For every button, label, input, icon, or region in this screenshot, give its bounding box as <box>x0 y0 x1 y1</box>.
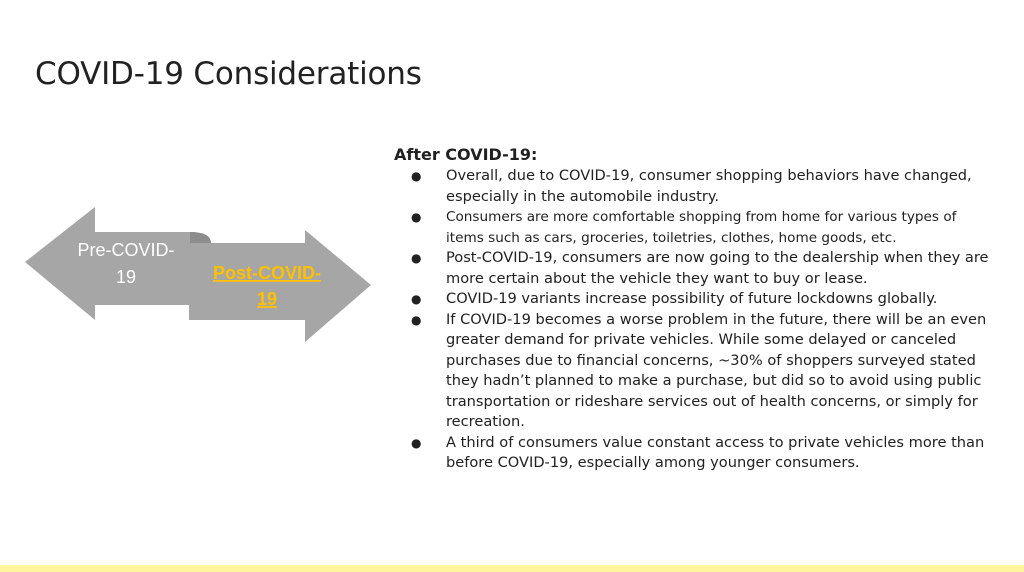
list-item <box>394 289 996 310</box>
list-item <box>394 310 996 433</box>
list-item <box>394 207 996 248</box>
post-covid-label-line1: Post-COVID- <box>213 263 321 283</box>
bullet-icon: ● <box>411 435 422 450</box>
bullet-list <box>394 166 994 474</box>
list-item <box>394 248 996 289</box>
list-item-text: COVID-19 variants increase possibility of future lockdowns globally. <box>446 290 938 307</box>
left-arrow-shape <box>25 207 195 320</box>
list-item-text: Post-COVID-19, consumers are now going to the dealership when they are more certain about the vehicle they want to buy or lease. <box>446 249 989 287</box>
bullet-icon: ● <box>411 169 422 183</box>
section-heading: After COVID-19: <box>394 145 538 164</box>
footer-accent-bar <box>0 565 1024 572</box>
bullet-icon: ● <box>411 251 422 265</box>
pre-covid-label-line2: 19 <box>115 267 137 287</box>
bullet-icon: ● <box>411 210 422 224</box>
list-item-text: Overall, due to COVID-19, consumer shopping behaviors have changed, especially in the automobile industry. <box>446 167 972 205</box>
list-item-text: Consumers are more comfortable shopping from home for various types of items such as cars, groceries, toiletries, clothes, home goods, etc. <box>446 209 957 246</box>
bullet-icon: ● <box>411 312 422 327</box>
right-arrow-shape <box>189 230 371 342</box>
list-item-text: If COVID-19 becomes a worse problem in the future, there will be an even greater demand for private vehicles. While some delayed or canceled purchases due to financial concerns, ~30% of shoppers surveyed stated they hadn’t planned to make a purchase, but did so to avoid using public transportation or rideshare services out of health concerns, or simply for recreation. <box>446 310 987 430</box>
bullet-icon: ● <box>411 292 422 306</box>
slide-title: COVID-19 Considerations <box>35 56 422 92</box>
post-covid-label-line2: 19 <box>256 289 278 309</box>
list-item <box>394 433 996 474</box>
after-covid-section <box>394 144 994 474</box>
pre-post-covid-arrow-graphic <box>25 205 375 345</box>
list-item-text: A third of consumers value constant access to private vehicles more than before COVID-19, especially among younger consumers. <box>446 433 985 471</box>
pre-covid-label-line1: Pre-COVID- <box>77 240 175 260</box>
list-item <box>394 166 996 207</box>
